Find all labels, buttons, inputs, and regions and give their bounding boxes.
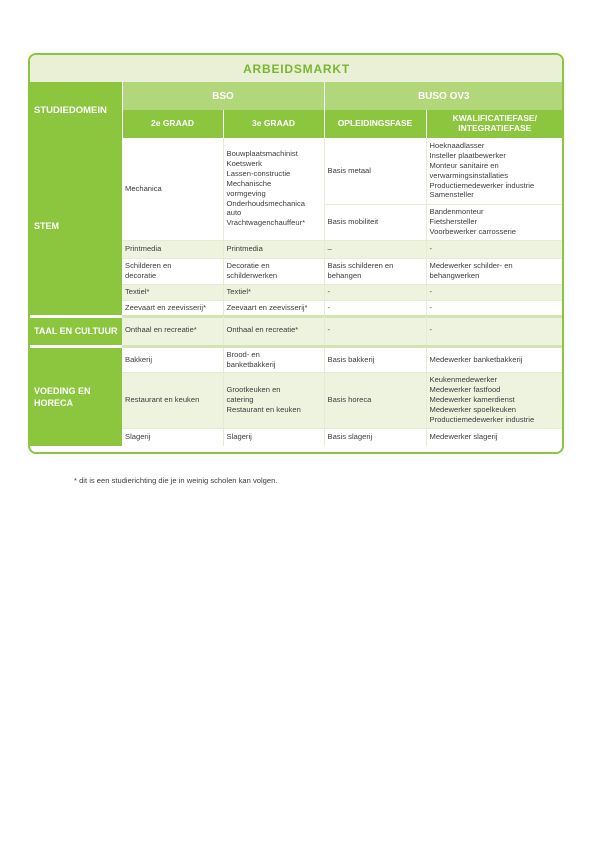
- col-opleidingsfase-header: OPLEIDINGSFASE: [324, 110, 426, 138]
- cell-line: Samensteller: [429, 190, 474, 200]
- cell-restaurant-kwal: [426, 372, 563, 428]
- cell-textiel-kwal: -: [426, 284, 563, 300]
- cell-mechanica-3e: [223, 138, 324, 240]
- cell-onthaal-kwal: -: [426, 316, 563, 346]
- cell-slagerij-3e: Slagerij: [223, 428, 324, 446]
- cell-line: Vrachtwagenchauffeur*: [226, 218, 306, 228]
- cell-line: Medewerker spoelkeuken: [429, 404, 517, 414]
- cell-line: Monteur sanitaire en: [429, 160, 499, 170]
- cell-zeevaart-opl: -: [324, 300, 426, 316]
- cell-mobiliteit-kwal: [426, 204, 563, 240]
- cell-schilderen-opl: [324, 258, 426, 284]
- cell-line: Basis schilderen en: [327, 261, 394, 271]
- cell-line: Medewerker fastfood: [429, 385, 501, 395]
- cell-slagerij-opl: Basis slagerij: [324, 428, 426, 446]
- cell-line: Onderhoudsmechanica: [226, 198, 306, 208]
- cell-line: Mechanische: [226, 178, 272, 188]
- cell-bakkerij-kwal: Medewerker banketbakkerij: [426, 346, 563, 372]
- cell-printmedia-3e: Printmedia: [223, 240, 324, 258]
- cell-zeevaart-2e: Zeevaart en zeevisserij*: [122, 300, 223, 316]
- cell-line: decoratie: [125, 271, 157, 280]
- cell-basis-metaal: Basis metaal: [324, 138, 426, 204]
- cell-line: Medewerker schilder- en: [429, 261, 513, 271]
- cell-slagerij-2e: Slagerij: [122, 428, 223, 446]
- cell-line: Voorbewerker carrosserie: [429, 226, 517, 236]
- cell-restaurant-3e: [223, 372, 324, 428]
- cell-bakkerij-2e: Bakkerij: [122, 346, 223, 372]
- cell-schilderen-2e: [122, 258, 223, 284]
- cell-line: behangen: [327, 271, 362, 280]
- domain-voeding-en-horeca: [30, 346, 122, 446]
- cell-restaurant-2e: Restaurant en keuken: [122, 372, 223, 428]
- cell-onthaal-opl: -: [324, 316, 426, 346]
- cell-line: Grootkeuken en: [226, 385, 281, 395]
- cell-line: Fietshersteller: [429, 217, 478, 227]
- cell-line: verwarmingsinstallaties: [429, 170, 508, 180]
- cell-textiel-3e: Textiel*: [223, 284, 324, 300]
- cell-line: Medewerker kamerdienst: [429, 395, 515, 405]
- cell-line: Decoratie en: [226, 261, 270, 271]
- cell-line: behangwerken: [429, 271, 480, 280]
- domain-line: TAAL EN: [34, 325, 73, 336]
- cell-bakkerij-opl: Basis bakkerij: [324, 346, 426, 372]
- cell-line: Brood- en: [226, 349, 260, 359]
- table-title: ARBEIDSMARKT: [30, 55, 563, 82]
- cell-metaal-kwal: [426, 138, 563, 204]
- cell-line: banketbakkerij: [226, 359, 276, 369]
- footnote: * dit is een studierichting die je in weinig scholen kan volgen.: [74, 476, 278, 485]
- cell-textiel-opl: -: [324, 284, 426, 300]
- cell-restaurant-opl: Basis horeca: [324, 372, 426, 428]
- cell-zeevaart-3e: Zeevaart en zeevisserij*: [223, 300, 324, 316]
- col-2e-graad-header: 2e GRAAD: [122, 110, 223, 138]
- cell-textiel-2e: Textiel*: [122, 284, 223, 300]
- domain-taal-en-cultuur: [30, 316, 122, 346]
- cell-printmedia-2e: Printmedia: [122, 240, 223, 258]
- cell-line: Bouwplaatsmachinist: [226, 149, 298, 159]
- cell-schilderen-kwal: [426, 258, 563, 284]
- cell-line: Insteller plaatbewerker: [429, 151, 506, 161]
- cell-line: vormgeving: [226, 188, 266, 198]
- cell-line: Schilderen en: [125, 261, 172, 271]
- domain-line: CULTUUR: [74, 325, 118, 336]
- cell-line: Koetswerk: [226, 159, 262, 169]
- cell-line: catering: [226, 395, 254, 405]
- cell-bakkerij-3e: [223, 346, 324, 372]
- arbeidsmarkt-table: [30, 55, 563, 446]
- arbeidsmarkt-table-frame: [28, 53, 564, 454]
- bso-header: BSO: [122, 82, 324, 110]
- cell-line: Productiemedewerker industrie: [429, 414, 535, 424]
- cell-line: Keukenmedewerker: [429, 375, 498, 385]
- cell-slagerij-kwal: Medewerker slagerij: [426, 428, 563, 446]
- buso-header: BUSO OV3: [324, 82, 563, 110]
- cell-basis-mobiliteit: Basis mobiliteit: [324, 204, 426, 240]
- cell-printmedia-opl: –: [324, 240, 426, 258]
- cell-line: Lassen-constructie: [226, 169, 291, 179]
- cell-onthaal-2e: Onthaal en recreatie*: [122, 316, 223, 346]
- cell-line: Bandenmonteur: [429, 207, 484, 217]
- cell-line: auto: [226, 208, 242, 218]
- header-line: INTEGRATIEFASE: [458, 123, 532, 133]
- domain-line: VOEDING: [34, 385, 76, 396]
- cell-zeevaart-kwal: -: [426, 300, 563, 316]
- cell-line: Hoeknaadlasser: [429, 141, 485, 151]
- cell-printmedia-kwal: -: [426, 240, 563, 258]
- col-kwalificatiefase-header: [426, 110, 563, 138]
- col-3e-graad-header: 3e GRAAD: [223, 110, 324, 138]
- cell-schilderen-3e: [223, 258, 324, 284]
- header-line: KWALIFICATIEFASE/: [452, 113, 537, 124]
- cell-line: Restaurant en keuken: [226, 404, 301, 414]
- domain-stem: STEM: [30, 138, 122, 316]
- cell-mechanica: Mechanica: [122, 138, 223, 240]
- studiedomein-header: STUDIEDOMEIN: [30, 82, 122, 138]
- cell-line: Productiemedewerker industrie: [429, 180, 535, 190]
- cell-line: schilderwerken: [226, 271, 278, 280]
- cell-onthaal-3e: Onthaal en recreatie*: [223, 316, 324, 346]
- domain-line: EN HORECA: [34, 385, 91, 408]
